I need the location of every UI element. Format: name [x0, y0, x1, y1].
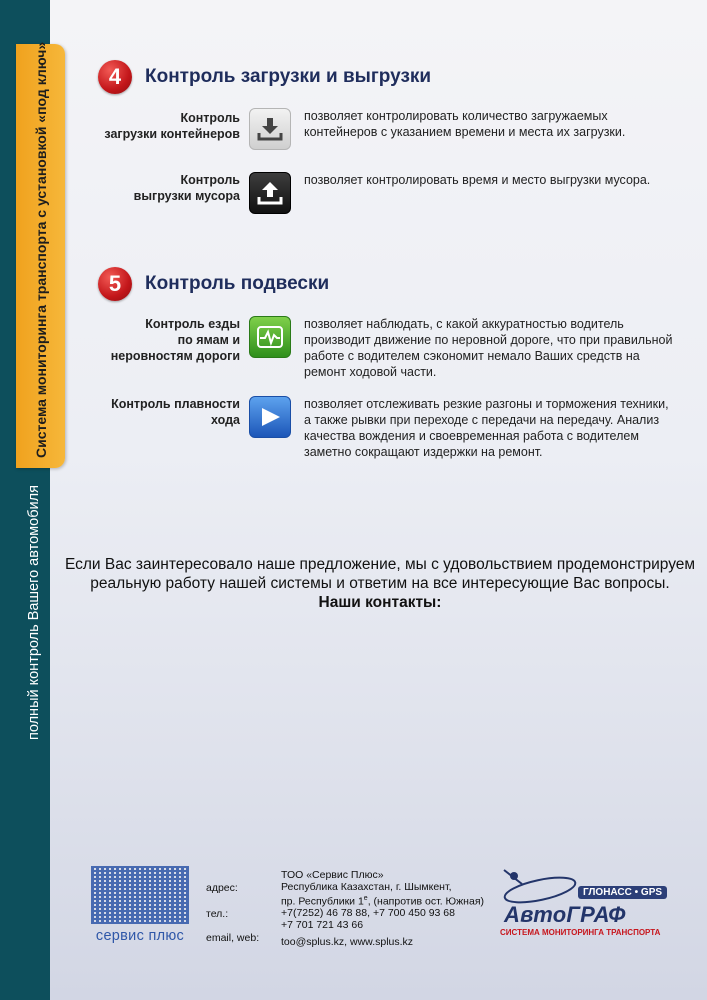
feature-item	[100, 108, 680, 158]
feature-item	[100, 170, 680, 220]
section-number-badge: 5	[98, 267, 132, 301]
feature-description: позволяет контролировать количество загружаемых контейнеров с указанием времени и места их загрузки.	[304, 109, 626, 139]
download-icon	[249, 108, 291, 150]
feature-description: позволяет контролировать время и место выгрузки мусора.	[304, 173, 651, 187]
contact-field-labels	[206, 882, 259, 944]
section-title: Контроль загрузки и выгрузки	[145, 66, 432, 87]
company-logo-mark	[91, 866, 189, 924]
brand-name: АвтоГРАФ	[504, 902, 626, 927]
feature-label: Контроль езды по ямам и неровностям дороги	[110, 317, 240, 363]
glonass-gps-badge: ГЛОНАСС • GPS	[578, 886, 667, 899]
activity-graph-icon	[249, 316, 291, 358]
upload-icon	[249, 172, 291, 214]
feature-description: позволяет наблюдать, с какой аккуратностью водитель производит движение по неровной дороге, что при правильной работе с водителем сэкономит немало Ваших средств на ремонт ходовой части.	[304, 317, 673, 379]
feature-label: Контроль загрузки контейнеров	[104, 111, 240, 141]
section-number-badge: 4	[98, 60, 132, 94]
address-label: адрес:	[206, 882, 238, 894]
phone-label: тел.:	[206, 908, 229, 920]
cta-text: Если Вас заинтересовало наше предложение, мы с удовольствием продемонстрируем реальную работу нашей системы и ответим на все интересующие Вас вопросы.	[64, 556, 696, 592]
phone-line: +7 701 721 43 66	[281, 918, 364, 931]
satellite-orbit-icon	[500, 866, 580, 906]
section-title: Контроль подвески	[145, 273, 330, 294]
feature-item	[100, 396, 680, 460]
brand-slogan: СИСТЕМА МОНИТОРИНГА ТРАНСПОРТА	[500, 928, 661, 937]
avtograf-logo	[500, 866, 670, 944]
company-logo	[88, 866, 192, 944]
feature-label: Контроль плавности хода	[111, 397, 240, 427]
company-name: ТОО «Сервис Плюс»	[281, 869, 384, 881]
address-line: Республика Казахстан, г. Шымкент,	[281, 880, 452, 893]
section-4-heading	[98, 60, 431, 94]
address-line: пр. Республики $1^е$, (напротив ост. Южная)	[281, 895, 484, 908]
feature-label: Контроль выгрузки мусора	[133, 173, 240, 203]
contacts-heading: Наши контакты:	[318, 594, 442, 611]
call-to-action	[60, 555, 700, 612]
sidebar-tab-text: Система мониторинга транспорта с установкой «под ключ»	[33, 41, 49, 458]
sidebar-bottom-text: полный контроль Вашего автомобиля	[26, 485, 42, 740]
feature-description: позволяет отслеживать резкие разгоны и торможения техники, а также рывки при переходе с передачи на передачу. Анализ качества вождения и своевременная работа с водителем заметно сокращают издержки на ремонт.	[304, 397, 669, 459]
section-5-heading	[98, 267, 329, 301]
play-icon	[249, 396, 291, 438]
contact-values	[281, 870, 484, 949]
feature-item	[100, 316, 680, 380]
phone-line: +7(7252) 46 78 88, +7 700 450 93 68	[281, 907, 455, 920]
email-label: email, web:	[206, 932, 260, 944]
company-logo-text: сервис плюс	[95, 928, 185, 944]
email-value: too@splus.kz, www.splus.kz	[281, 936, 414, 949]
